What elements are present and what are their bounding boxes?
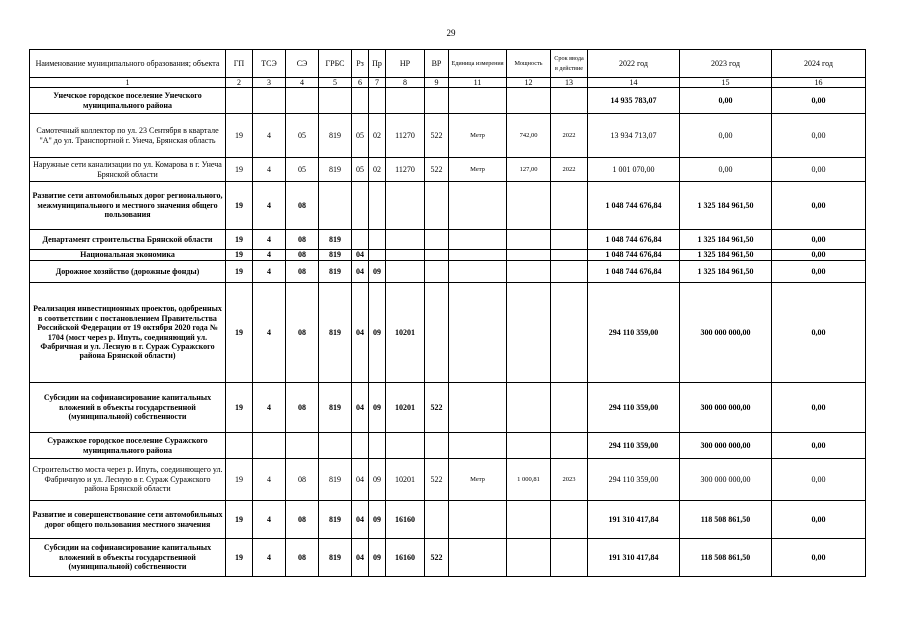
unit-cell: [449, 88, 507, 114]
grbs-cell: 819: [319, 459, 352, 501]
nr-cell: [386, 88, 425, 114]
table-row: [30, 433, 866, 459]
amount-2024-cell: 0,00: [772, 114, 866, 158]
column-index-cell: 16: [772, 78, 866, 88]
pr-cell: [369, 182, 386, 230]
amount-2024-cell: 0,00: [772, 283, 866, 383]
tse-cell: 4: [253, 182, 286, 230]
unit-cell: [449, 433, 507, 459]
amount-2022-cell: 191 310 417,84: [588, 539, 680, 577]
rz-cell: [352, 230, 369, 250]
rz-cell: 04: [352, 501, 369, 539]
column-index-cell: 4: [286, 78, 319, 88]
amount-2023-cell: 1 325 184 961,50: [680, 182, 772, 230]
column-index-cell: 8: [386, 78, 425, 88]
pr-cell: [369, 433, 386, 459]
vr-cell: [425, 283, 449, 383]
pr-cell: 09: [369, 283, 386, 383]
amount-2023-cell: 0,00: [680, 114, 772, 158]
power-cell: [507, 283, 551, 383]
se-cell: 08: [286, 501, 319, 539]
term-cell: [551, 539, 588, 577]
unit-cell: Метр: [449, 158, 507, 182]
amount-2023-cell: 0,00: [680, 88, 772, 114]
gp-cell: 19: [226, 501, 253, 539]
grbs-cell: 819: [319, 283, 352, 383]
power-cell: [507, 250, 551, 261]
vr-cell: 522: [425, 459, 449, 501]
amount-2024-cell: 0,00: [772, 383, 866, 433]
amount-2023-cell: 300 000 000,00: [680, 459, 772, 501]
object-name-cell: Департамент строительства Брянской области: [30, 230, 226, 250]
amount-2022-cell: 1 048 744 676,84: [588, 182, 680, 230]
term-cell: [551, 88, 588, 114]
tse-cell: 4: [253, 250, 286, 261]
unit-cell: [449, 283, 507, 383]
term-cell: [551, 250, 588, 261]
pr-cell: 09: [369, 459, 386, 501]
amount-2022-cell: 1 048 744 676,84: [588, 261, 680, 283]
table-row: [30, 230, 866, 250]
unit-cell: Метр: [449, 459, 507, 501]
pr-cell: [369, 88, 386, 114]
term-cell: [551, 501, 588, 539]
table-row: [30, 250, 866, 261]
amount-2023-cell: 300 000 000,00: [680, 383, 772, 433]
grbs-cell: [319, 433, 352, 459]
table-row: [30, 261, 866, 283]
unit-cell: [449, 539, 507, 577]
amount-2024-cell: 0,00: [772, 230, 866, 250]
table-row: [30, 539, 866, 577]
amount-2022-cell: 14 935 783,07: [588, 88, 680, 114]
se-cell: 08: [286, 539, 319, 577]
term-cell: [551, 433, 588, 459]
gp-cell: 19: [226, 114, 253, 158]
vr-cell: 522: [425, 114, 449, 158]
term-cell: 2022: [551, 158, 588, 182]
header-cell: НР: [386, 50, 425, 78]
amount-2023-cell: 118 508 861,50: [680, 539, 772, 577]
gp-cell: 19: [226, 182, 253, 230]
amount-2022-cell: 13 934 713,07: [588, 114, 680, 158]
nr-cell: 10201: [386, 283, 425, 383]
column-index-cell: 11: [449, 78, 507, 88]
amount-2023-cell: 118 508 861,50: [680, 501, 772, 539]
gp-cell: 19: [226, 158, 253, 182]
tse-cell: 4: [253, 539, 286, 577]
amount-2024-cell: 0,00: [772, 501, 866, 539]
vr-cell: [425, 88, 449, 114]
amount-2024-cell: 0,00: [772, 539, 866, 577]
rz-cell: 04: [352, 250, 369, 261]
vr-cell: [425, 230, 449, 250]
tse-cell: [253, 88, 286, 114]
grbs-cell: 819: [319, 114, 352, 158]
object-name-cell: Наружные сети канализации по ул. Комарова в г. Унеча Брянской области: [30, 158, 226, 182]
vr-cell: [425, 501, 449, 539]
amount-2022-cell: 294 110 359,00: [588, 283, 680, 383]
nr-cell: 10201: [386, 459, 425, 501]
rz-cell: 04: [352, 459, 369, 501]
power-cell: [507, 539, 551, 577]
amount-2023-cell: 0,00: [680, 158, 772, 182]
se-cell: 08: [286, 459, 319, 501]
header-cell: 2024 год: [772, 50, 866, 78]
unit-cell: [449, 250, 507, 261]
object-name-cell: Национальная экономика: [30, 250, 226, 261]
amount-2024-cell: 0,00: [772, 261, 866, 283]
amount-2022-cell: 294 110 359,00: [588, 459, 680, 501]
vr-cell: 522: [425, 383, 449, 433]
header-cell: Мощность: [507, 50, 551, 78]
object-name-cell: Субсидии на софинансирование капитальных вложений в объекты государственной (муниципальной) собственности: [30, 539, 226, 577]
amount-2023-cell: 1 325 184 961,50: [680, 230, 772, 250]
term-cell: [551, 383, 588, 433]
table-row: [30, 88, 866, 114]
se-cell: 08: [286, 261, 319, 283]
se-cell: [286, 433, 319, 459]
gp-cell: 19: [226, 283, 253, 383]
header-cell: Единица измерения: [449, 50, 507, 78]
header-row: [30, 50, 866, 78]
object-name-cell: Дорожное хозяйство (дорожные фонды): [30, 261, 226, 283]
gp-cell: 19: [226, 230, 253, 250]
column-index-cell: 9: [425, 78, 449, 88]
nr-cell: [386, 433, 425, 459]
pr-cell: 09: [369, 261, 386, 283]
amount-2024-cell: 0,00: [772, 459, 866, 501]
amount-2024-cell: 0,00: [772, 88, 866, 114]
tse-cell: 4: [253, 114, 286, 158]
column-index-cell: 5: [319, 78, 352, 88]
object-name-cell: Строительство моста через р. Ипуть, соединяющего ул. Фабричную и ул. Лесную в г. Сураж Суражского района Брянской области: [30, 459, 226, 501]
nr-cell: [386, 261, 425, 283]
pr-cell: 02: [369, 158, 386, 182]
header-cell: Рз: [352, 50, 369, 78]
gp-cell: 19: [226, 261, 253, 283]
power-cell: [507, 88, 551, 114]
grbs-cell: 819: [319, 158, 352, 182]
object-name-cell: Развитие сети автомобильных дорог регионального, межмуниципального и местного значения общего пользования: [30, 182, 226, 230]
tse-cell: 4: [253, 501, 286, 539]
tse-cell: 4: [253, 383, 286, 433]
pr-cell: 09: [369, 501, 386, 539]
se-cell: 05: [286, 114, 319, 158]
nr-cell: 11270: [386, 158, 425, 182]
se-cell: 08: [286, 283, 319, 383]
rz-cell: [352, 182, 369, 230]
unit-cell: [449, 182, 507, 230]
header-cell: 2022 год: [588, 50, 680, 78]
rz-cell: 04: [352, 539, 369, 577]
rz-cell: 04: [352, 383, 369, 433]
grbs-cell: 819: [319, 230, 352, 250]
object-name-cell: Суражское городское поселение Суражского муниципального района: [30, 433, 226, 459]
term-cell: [551, 182, 588, 230]
power-cell: [507, 433, 551, 459]
amount-2023-cell: 1 325 184 961,50: [680, 261, 772, 283]
header-cell: ГП: [226, 50, 253, 78]
nr-cell: 11270: [386, 114, 425, 158]
rz-cell: [352, 88, 369, 114]
rz-cell: 04: [352, 261, 369, 283]
se-cell: 08: [286, 383, 319, 433]
header-cell: Наименование муниципального образования; объекта: [30, 50, 226, 78]
tse-cell: 4: [253, 261, 286, 283]
vr-cell: [425, 433, 449, 459]
vr-cell: [425, 261, 449, 283]
gp-cell: 19: [226, 383, 253, 433]
power-cell: [507, 182, 551, 230]
term-cell: 2022: [551, 114, 588, 158]
power-cell: 127,00: [507, 158, 551, 182]
amount-2022-cell: 1 001 070,00: [588, 158, 680, 182]
header-cell: ТСЭ: [253, 50, 286, 78]
pr-cell: 02: [369, 114, 386, 158]
table-row: [30, 283, 866, 383]
vr-cell: 522: [425, 158, 449, 182]
column-index-cell: 13: [551, 78, 588, 88]
amount-2022-cell: 1 048 744 676,84: [588, 250, 680, 261]
power-cell: [507, 501, 551, 539]
column-index-cell: 15: [680, 78, 772, 88]
amount-2024-cell: 0,00: [772, 158, 866, 182]
tse-cell: 4: [253, 283, 286, 383]
amount-2024-cell: 0,00: [772, 250, 866, 261]
power-cell: [507, 261, 551, 283]
object-name-cell: Реализация инвестиционных проектов, одобренных в соответствии с постановлением Правительства Российской Федерации от 19 октября 2020 года № 1704 (мост через р. Ипуть, соединяющий ул. Фабричная и ул. Лесную в г. Сураж Суражского района Брянской области): [30, 283, 226, 383]
header-cell: СЭ: [286, 50, 319, 78]
object-name-cell: Субсидии на софинансирование капитальных вложений в объекты государственной (муниципальной) собственности: [30, 383, 226, 433]
column-index-cell: 7: [369, 78, 386, 88]
amount-2022-cell: 191 310 417,84: [588, 501, 680, 539]
unit-cell: [449, 261, 507, 283]
header-cell: ВР: [425, 50, 449, 78]
amount-2024-cell: 0,00: [772, 182, 866, 230]
unit-cell: [449, 230, 507, 250]
pr-cell: 09: [369, 383, 386, 433]
table-row: [30, 114, 866, 158]
grbs-cell: 819: [319, 539, 352, 577]
amount-2022-cell: 1 048 744 676,84: [588, 230, 680, 250]
se-cell: 08: [286, 230, 319, 250]
column-index-cell: 12: [507, 78, 551, 88]
header-cell: 2023 год: [680, 50, 772, 78]
pr-cell: [369, 250, 386, 261]
column-index-cell: 3: [253, 78, 286, 88]
amount-2023-cell: 300 000 000,00: [680, 283, 772, 383]
column-index-cell: 1: [30, 78, 226, 88]
unit-cell: Метр: [449, 114, 507, 158]
nr-cell: 16160: [386, 539, 425, 577]
column-index-cell: 14: [588, 78, 680, 88]
object-name-cell: Развитие и совершенствование сети автомобильных дорог общего пользования местного значения: [30, 501, 226, 539]
gp-cell: [226, 433, 253, 459]
nr-cell: [386, 250, 425, 261]
amount-2023-cell: 300 000 000,00: [680, 433, 772, 459]
amount-2022-cell: 294 110 359,00: [588, 433, 680, 459]
vr-cell: [425, 182, 449, 230]
se-cell: 05: [286, 158, 319, 182]
unit-cell: [449, 501, 507, 539]
tse-cell: 4: [253, 459, 286, 501]
power-cell: [507, 383, 551, 433]
grbs-cell: 819: [319, 250, 352, 261]
gp-cell: 19: [226, 250, 253, 261]
header-cell: Пр: [369, 50, 386, 78]
table-row: [30, 383, 866, 433]
grbs-cell: [319, 182, 352, 230]
term-cell: 2023: [551, 459, 588, 501]
nr-cell: 16160: [386, 501, 425, 539]
budget-table: [29, 49, 866, 577]
gp-cell: [226, 88, 253, 114]
table-body: [30, 88, 866, 577]
gp-cell: 19: [226, 539, 253, 577]
amount-2023-cell: 1 325 184 961,50: [680, 250, 772, 261]
column-index-row: [30, 78, 866, 88]
amount-2022-cell: 294 110 359,00: [588, 383, 680, 433]
tse-cell: 4: [253, 230, 286, 250]
nr-cell: [386, 230, 425, 250]
tse-cell: [253, 433, 286, 459]
unit-cell: [449, 383, 507, 433]
rz-cell: [352, 433, 369, 459]
table-row: [30, 501, 866, 539]
power-cell: 1 000,81: [507, 459, 551, 501]
grbs-cell: 819: [319, 501, 352, 539]
term-cell: [551, 283, 588, 383]
pr-cell: 09: [369, 539, 386, 577]
table-row: [30, 182, 866, 230]
se-cell: 08: [286, 250, 319, 261]
column-index-cell: 2: [226, 78, 253, 88]
vr-cell: [425, 250, 449, 261]
page-number: 29: [446, 28, 456, 38]
grbs-cell: [319, 88, 352, 114]
se-cell: [286, 88, 319, 114]
table-row: [30, 459, 866, 501]
nr-cell: 10201: [386, 383, 425, 433]
table-row: [30, 158, 866, 182]
header-cell: ГРБС: [319, 50, 352, 78]
object-name-cell: Унечское городское поселение Унечского муниципального района: [30, 88, 226, 114]
rz-cell: 05: [352, 158, 369, 182]
rz-cell: 04: [352, 283, 369, 383]
header-cell: Срок ввода в действие: [551, 50, 588, 78]
rz-cell: 05: [352, 114, 369, 158]
grbs-cell: 819: [319, 261, 352, 283]
object-name-cell: Самотечный коллектор по ул. 23 Сентября в квартале "А" до ул. Транспортной г. Унеча, Брянская область: [30, 114, 226, 158]
grbs-cell: 819: [319, 383, 352, 433]
tse-cell: 4: [253, 158, 286, 182]
term-cell: [551, 261, 588, 283]
power-cell: 742,00: [507, 114, 551, 158]
pr-cell: [369, 230, 386, 250]
amount-2024-cell: 0,00: [772, 433, 866, 459]
term-cell: [551, 230, 588, 250]
power-cell: [507, 230, 551, 250]
nr-cell: [386, 182, 425, 230]
vr-cell: 522: [425, 539, 449, 577]
gp-cell: 19: [226, 459, 253, 501]
se-cell: 08: [286, 182, 319, 230]
column-index-cell: 6: [352, 78, 369, 88]
